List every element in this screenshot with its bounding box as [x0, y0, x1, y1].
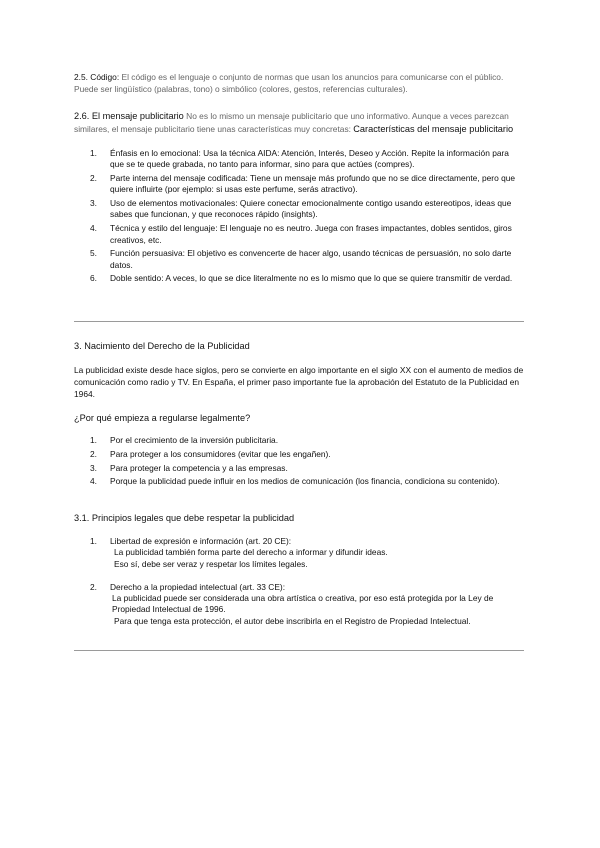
- section-3-1: [74, 512, 524, 630]
- list-item: 6. Doble sentido: A veces, lo que se dice literalmente no es lo mismo que lo que se quiere transmitir de verdad.: [90, 273, 513, 284]
- section-3-question: ¿Por qué empieza a regularse legalmente?: [74, 413, 251, 423]
- section-2-6: [74, 110, 524, 287]
- list-item: 3. Uso de elementos motivacionales: Quiere conectar emocionalmente contigo usando estereotipos, ideas que sabes que funcionan, y que reconoces rápido (insights).: [90, 198, 512, 220]
- list-item: 1. Énfasis en lo emocional: Usa la técnica AIDA: Atención, Interés, Deseo y Acción. Repite la información para que se te quede grabada, no tanto para informar, sino para que actúes (compres).: [90, 148, 509, 170]
- section-3-1-heading: 3.1. Principios legales que debe respetar la publicidad: [74, 513, 295, 523]
- list-item: 2. Para proteger a los consumidores (evitar que les engañen).: [90, 448, 331, 459]
- section-2-6-paragraph: [74, 110, 524, 136]
- section-2-6-text: No es lo mismo un mensaje publicitario que uno informativo. Aunque a veces parezcan similares, el mensaje publicitario tiene unas características muy concretas:: [74, 111, 509, 134]
- list-item: 1. Libertad de expresión e información (art. 20 CE): La publicidad también forma parte del derecho a informar y difundir ideas. Eso sí, debe ser veraz y respetar los límites legales.: [90, 536, 388, 569]
- section-3-heading: 3. Nacimiento del Derecho de la Publicidad: [74, 341, 250, 351]
- message-characteristics-list: [74, 148, 524, 285]
- principle-title: Libertad de expresión e información (art. 20 CE):: [110, 536, 292, 546]
- section-3-intro: La publicidad existe desde hace siglos, pero se convierte en algo importante en el siglo XX con el aumento de medios de comunicación como radio y TV. En España, el primer paso importante fue la aprobación del Estatuto de la Publicidad en 1964.: [74, 365, 524, 399]
- divider: [74, 321, 524, 322]
- legal-principles-list: [74, 536, 524, 627]
- list-item: 3. Para proteger la competencia y a las empresas.: [90, 462, 288, 473]
- list-item: 1. Por el crecimiento de la inversión publicitaria.: [90, 435, 279, 445]
- section-2-5-label: 2.5. Código:: [74, 72, 120, 82]
- list-item: 5. Función persuasiva: El objetivo es convencerte de hacer algo, usando técnicas de persuasión, no solo darte datos.: [90, 248, 512, 270]
- principle-title: Derecho a la propiedad intelectual (art. 33 CE):: [110, 581, 286, 592]
- section-2-5-text: El código es el lenguaje o conjunto de normas que usan los anuncios para comunicarse con el público. Puede ser lingüístico (palabras, tono) o simbólico (colores, gestos, referencias culturales).: [74, 72, 504, 94]
- divider: [74, 650, 524, 651]
- section-2-5: [74, 71, 524, 95]
- section-3: [74, 340, 524, 490]
- list-item: 2. Parte interna del mensaje codificada: Tiene un mensaje más profundo que no se dice directamente, pero que quiere influirte (por ejemplo: si usas este perfume, serás atractivo).: [90, 173, 516, 195]
- section-2-6-tail: Características del mensaje publicitario: [353, 124, 514, 134]
- section-2-5-paragraph: [74, 71, 524, 95]
- list-item: 2. Derecho a la propiedad intelectual (art. 33 CE): La publicidad puede ser considerada una obra artística o creativa, por eso está protegida por la Ley de Propiedad Intelectual de 1996. Para que tenga esta protección, el autor debe inscribirla en el Registro de Propiedad Intelectual.: [90, 581, 494, 626]
- list-item: 4. Porque la publicidad puede influir en los medios de comunicación (los financia, condiciona su contenido).: [90, 476, 500, 487]
- section-2-6-label: 2.6. El mensaje publicitario: [74, 111, 184, 121]
- regulation-reasons-list: [74, 435, 524, 488]
- list-item: 4. Técnica y estilo del lenguaje: El lenguaje no es neutro. Juega con frases impactantes, dobles sentidos, giros creativos, etc.: [90, 223, 512, 245]
